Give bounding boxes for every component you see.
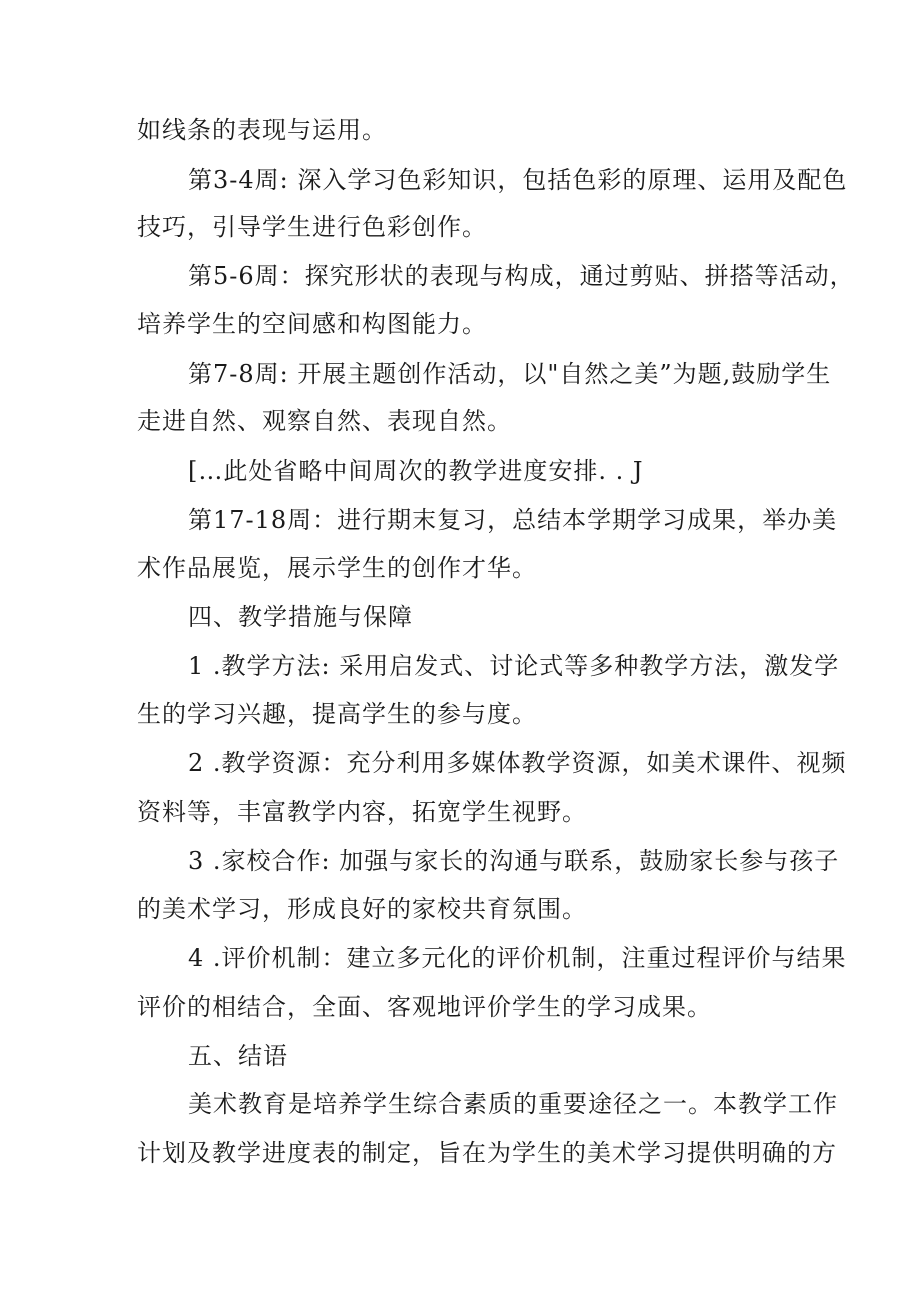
text-line-1: 如线条的表现与运用。	[137, 116, 387, 144]
text-line-4: 第5-6周：探究形状的表现与构成，通过剪贴、拼搭等活动，	[188, 262, 855, 290]
text-line-18: 4 .评价机制：建立多元化的评价机制，注重过程评价与结果	[188, 944, 847, 972]
text-line-16: 3 .家校合作: 加强与家长的沟通与联系，鼓励家长参与孩子	[188, 847, 840, 875]
text-line-13: 生的学习兴趣，提高学生的参与度。	[137, 700, 537, 728]
text-line-19: 评价的相结合，全面、客观地评价学生的学习成果。	[137, 993, 712, 1021]
text-line-10: 术作品展览，展示学生的创作才华。	[137, 554, 537, 582]
section-heading-5: 五、结语	[188, 1042, 288, 1070]
text-line-5: 培养学生的空间感和构图能力。	[137, 310, 487, 338]
text-line-2: 第3-4周: 深入学习色彩知识，包括色彩的原理、运用及配色	[188, 166, 848, 194]
text-line-6: 第7-8周: 开展主题创作活动，以"自然之美”为题,鼓励学生	[188, 360, 832, 388]
text-line-12: 1 .教学方法: 采用启发式、讨论式等多种教学方法，激发学	[188, 652, 840, 680]
text-line-8: […此处省略中间周次的教学进度安排. . J	[188, 457, 644, 485]
text-line-22: 计划及教学进度表的制定，旨在为学生的美术学习提供明确的方	[137, 1139, 837, 1167]
text-line-14: 2 .教学资源：充分利用多媒体教学资源，如美术课件、视频	[188, 749, 847, 777]
text-line-9: 第17-18周：进行期末复习，总结本学期学习成果，举办美	[188, 506, 838, 534]
text-line-17: 的美术学习，形成良好的家校共育氛围。	[137, 895, 587, 923]
section-heading-4: 四、教学措施与保障	[188, 603, 413, 631]
text-line-15: 资料等，丰富教学内容，拓宽学生视野。	[137, 798, 587, 826]
text-line-21: 美术教育是培养学生综合素质的重要途径之一。本教学工作	[188, 1090, 838, 1118]
text-line-3: 技巧，引导学生进行色彩创作。	[137, 213, 487, 241]
text-line-7: 走进自然、观察自然、表现自然。	[137, 407, 512, 435]
